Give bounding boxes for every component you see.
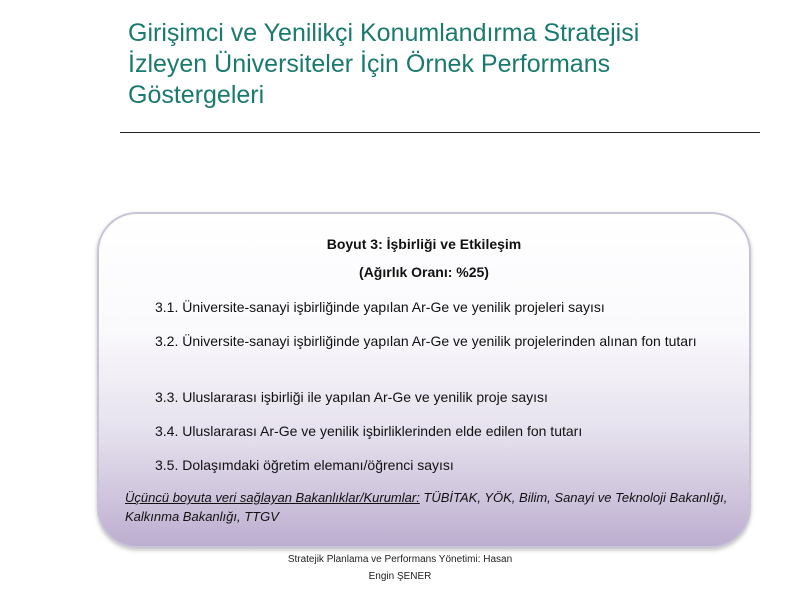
panel-heading: Boyut 3: İşbirliği ve Etkileşim: [326, 236, 522, 252]
slide-title-line-3: Göstergeleri: [128, 81, 265, 109]
indicator-item-3-3: 3.3. Uluslararası işbirliği ile yapılan Ar-Ge ve yenilik proje sayısı: [155, 389, 548, 405]
slide-footer: [250, 551, 550, 585]
slide-title: [128, 18, 768, 111]
indicator-item-3-1: 3.1. Üniversite-sanayi işbirliğinde yapılan Ar-Ge ve yenilik projeleri sayısı: [155, 299, 605, 315]
footer-line-1: Stratejik Planlama ve Performans Yönetimi: Hasan: [287, 554, 513, 565]
data-source-note: [125, 488, 735, 526]
slide-title-line-2: İzleyen Üniversiteler İçin Örnek Performans: [128, 50, 611, 78]
indicator-item-3-2: 3.2. Üniversite-sanayi işbirliğinde yapılan Ar-Ge ve yenilik projelerinden alınan fon tutarı: [155, 333, 697, 349]
indicator-item-3-4: 3.4. Uluslararası Ar-Ge ve yenilik işbirliklerinden elde edilen fon tutarı: [155, 423, 583, 439]
footer-line-2: Engin ŞENER: [368, 571, 432, 582]
slide-title-line-1: Girişimci ve Yenilikçi Konumlandırma Stratejisi: [128, 19, 640, 47]
indicator-item-3-5: 3.5. Dolaşımdaki öğretim elemanı/öğrenci sayısı: [155, 457, 454, 473]
data-source-text: TÜBİTAK, YÖK, Bilim, Sanayi ve Teknoloji Bakanlığı, Kalkınma Bakanlığı, TTGV: [125, 490, 728, 524]
title-divider: [120, 132, 760, 133]
indicator-panel: [97, 212, 751, 548]
data-source-label: Üçüncü boyuta veri sağlayan Bakanlıklar/Kurumlar:: [125, 490, 420, 505]
panel-weight: (Ağırlık Oranı: %25): [359, 264, 489, 280]
